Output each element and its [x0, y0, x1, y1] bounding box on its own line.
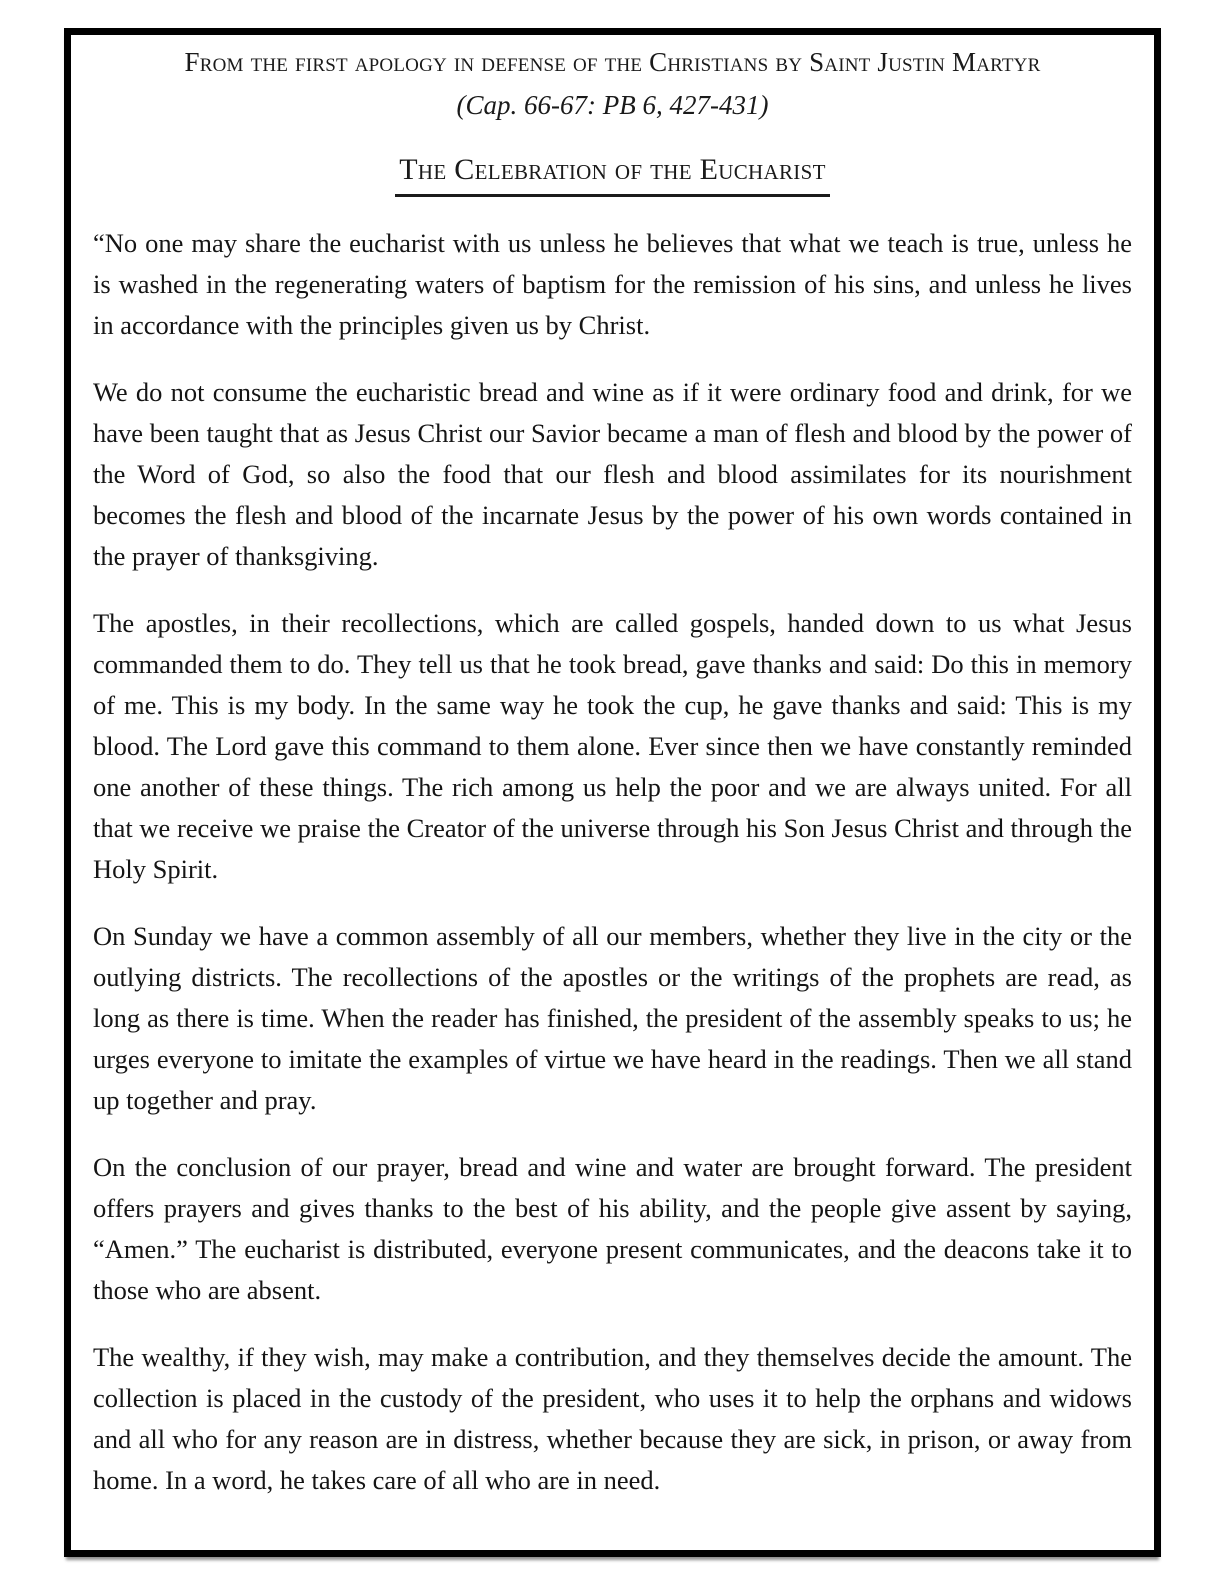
document-title: From the first apology in defense of the Christians by Saint Justin Martyr: [184, 47, 1041, 77]
paragraph-4: On Sunday we have a common assembly of all our members, whether they live in the city or the outlying districts. The recollections of the apostles or the writings of the prophets are read, as long as there is time. When the reader has finished, the president of the assembly speaks to us; he urges everyone to imitate the examples of virtue we have heard in the readings. Then we all stand up together and pray.: [93, 921, 1132, 1115]
document-citation: (Cap. 66-67: PB 6, 427-431): [456, 90, 769, 120]
document-frame: [64, 28, 1161, 1557]
paragraph-2: We do not consume the eucharistic bread and wine as if it were ordinary food and drink, for we have been taught that as Jesus Christ our Savior became a man of flesh and blood by the power of the Word of God, so also the food that our flesh and blood assimilates for its nourishment becomes the flesh and blood of the incarnate Jesus by the power of his own words contained in the prayer of thanksgiving.: [93, 377, 1132, 571]
paragraph-6: The wealthy, if they wish, may make a contribution, and they themselves decide the amount. The collection is placed in the custody of the president, who uses it to help the orphans and widows and all who for any reason are in distress, whether because they are sick, in prison, or away from home. In a word, he takes care of all who are in need.: [93, 1342, 1132, 1495]
section-heading-text: The Celebration of the Eucharist: [395, 151, 829, 197]
section-heading: [93, 151, 1132, 197]
document-body: [93, 223, 1132, 1501]
paragraph-5: On the conclusion of our prayer, bread and wine and water are brought forward. The president offers prayers and gives thanks to the best of his ability, and the people give assent by saying, “Amen.” The eucharist is distributed, everyone present communicates, and the deacons take it to those who are absent.: [93, 1152, 1132, 1305]
paragraph-3: The apostles, in their recollections, which are called gospels, handed down to us what Jesus commanded them to do. They tell us that he took bread, gave thanks and said: Do this in memory of me. This is my body. In the same way he took the cup, he gave thanks and said: This is my blood. The Lord gave this command to them alone. Ever since then we have constantly reminded one another of these things. The rich among us help the poor and we are always united. For all that we receive we praise the Creator of the universe through his Son Jesus Christ and through the Holy Spirit.: [93, 608, 1132, 884]
paragraph-1: “No one may share the eucharist with us unless he believes that what we teach is true, unless he is washed in the regenerating waters of baptism for the remission of his sins, and unless he lives in accordance with the principles given us by Christ.: [93, 228, 1132, 340]
